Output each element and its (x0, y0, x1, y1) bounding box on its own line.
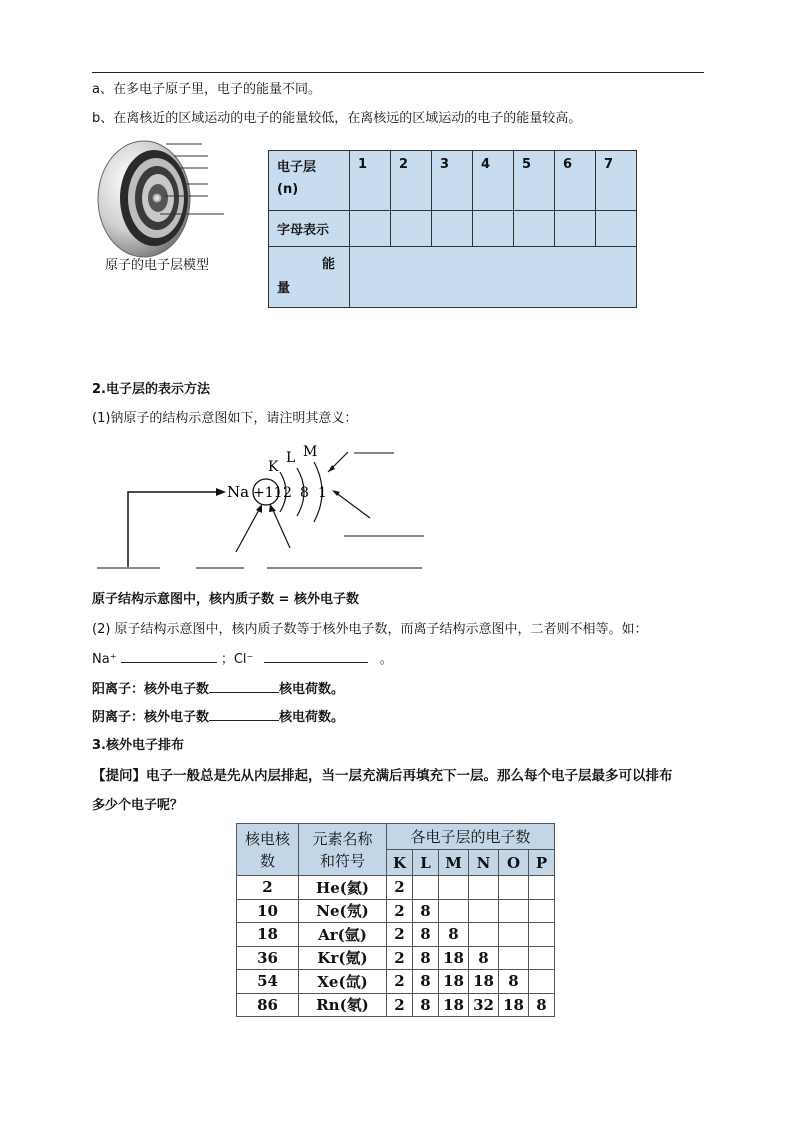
layer-cell: 2 (391, 151, 432, 211)
shell-count-cell (439, 876, 469, 900)
shell-l-label: L (286, 450, 296, 466)
electron-layer-energy-table (268, 150, 637, 308)
na-ion-blank[interactable] (121, 650, 217, 663)
atomic-number-cell: 10 (237, 899, 299, 923)
shell-count-cell (529, 970, 555, 994)
section2-q1: (1)钠原子的结构示意图如下，请注明其意义： (92, 411, 358, 426)
cl-ion-label: ；Cl⁻ (220, 652, 254, 667)
shell-count-cell (529, 876, 555, 900)
shell-m-label: M (303, 444, 318, 460)
shell-count-cell (469, 876, 499, 900)
section2-q2: (2) 原子结构示意图中，核内质子数等于核外电子数，而离子结构示意图中，二者则不相等。如： (92, 622, 648, 637)
electron-distribution-table (236, 823, 555, 1017)
shell-header: P (529, 850, 555, 876)
header-shell-group: 各电子层的电子数 (387, 824, 555, 850)
row-header-layer: 电子层 (n) (269, 151, 350, 211)
letter-cell[interactable] (432, 211, 473, 247)
element-name-cell: Rn(氡) (299, 993, 387, 1017)
shell-count-cell: 8 (469, 946, 499, 970)
letter-cell[interactable] (555, 211, 596, 247)
element-symbol: Na (227, 483, 250, 501)
shell-count-cell: 2 (387, 899, 413, 923)
shell-count-cell: 32 (469, 993, 499, 1017)
shell-count-cell: 8 (499, 970, 529, 994)
sodium-atom-diagram (92, 440, 432, 575)
layer-cell: 5 (514, 151, 555, 211)
shell-count-cell (499, 946, 529, 970)
shell-l-count: 8 (300, 485, 309, 501)
element-name-cell: Kr(氪) (299, 946, 387, 970)
header-element: 元素名称 和符号 (299, 824, 387, 876)
cation-line: 阳离子：核外电子数 核电荷数。 (92, 682, 345, 697)
nucleus-charge: +11 (253, 485, 283, 501)
layer-cell: 4 (473, 151, 514, 211)
shell-count-cell (439, 899, 469, 923)
anion-line: 阴离子：核外电子数 核电荷数。 (92, 710, 345, 725)
shell-header: L (413, 850, 439, 876)
table-row (237, 993, 555, 1017)
table-row (237, 970, 555, 994)
cl-ion-blank[interactable] (264, 650, 368, 663)
layer-cell: 3 (432, 151, 473, 211)
anion-blank[interactable] (209, 708, 279, 721)
proton-electron-statement: 原子结构示意图中，核内质子数 = 核外电子数 (92, 592, 359, 607)
row-header-energy: 能 量 (269, 247, 350, 308)
top-rule (92, 72, 704, 73)
table-row (237, 899, 555, 923)
shell-count-cell (499, 876, 529, 900)
atomic-number-cell: 2 (237, 876, 299, 900)
shell-count-cell: 18 (439, 993, 469, 1017)
shell-count-cell (529, 899, 555, 923)
section3-title: 3.核外电子排布 (92, 738, 184, 753)
section2-title: 2.电子层的表示方法 (92, 382, 210, 397)
shell-count-cell: 8 (413, 993, 439, 1017)
shell-count-cell (499, 899, 529, 923)
shell-count-cell: 18 (469, 970, 499, 994)
shell-count-cell: 8 (413, 899, 439, 923)
atomic-number-cell: 86 (237, 993, 299, 1017)
layer-cell: 1 (350, 151, 391, 211)
shell-header: K (387, 850, 413, 876)
atomic-number-cell: 18 (237, 923, 299, 947)
shell-count-cell: 2 (387, 923, 413, 947)
shell-count-cell: 18 (499, 993, 529, 1017)
element-name-cell: He(氦) (299, 876, 387, 900)
shell-count-cell (499, 923, 529, 947)
shell-count-cell: 8 (413, 946, 439, 970)
table-row (237, 923, 555, 947)
energy-cell[interactable] (350, 247, 637, 308)
letter-cell[interactable] (514, 211, 555, 247)
table-row (237, 946, 555, 970)
shell-count-cell: 2 (387, 970, 413, 994)
shell-header: M (439, 850, 469, 876)
shell-count-cell: 8 (439, 923, 469, 947)
element-name-cell: Xe(氙) (299, 970, 387, 994)
table-row (237, 876, 555, 900)
atomic-number-cell: 36 (237, 946, 299, 970)
atomic-number-cell: 54 (237, 970, 299, 994)
row-header-letter: 字母表示 (269, 211, 350, 247)
cation-blank[interactable] (209, 680, 279, 693)
letter-cell[interactable] (473, 211, 514, 247)
shell-count-cell (469, 899, 499, 923)
line-b: b、在离核近的区域运动的电子的能量较低，在离核远的区域运动的电子的能量较高。 (92, 111, 582, 126)
atom-layer-model-figure (94, 134, 234, 274)
element-name-cell: Ne(氖) (299, 899, 387, 923)
period: 。 (379, 652, 393, 667)
shell-count-cell: 2 (387, 946, 413, 970)
line-a: a、在多电子原子里，电子的能量不同。 (92, 82, 321, 97)
shell-count-cell: 18 (439, 946, 469, 970)
model-caption: 原子的电子层模型 (105, 258, 210, 273)
question-line-2: 多少个电子呢？ (92, 798, 184, 813)
shell-count-cell (529, 923, 555, 947)
shell-count-cell: 8 (413, 923, 439, 947)
layer-cell: 6 (555, 151, 596, 211)
letter-cell[interactable] (350, 211, 391, 247)
shell-count-cell: 18 (439, 970, 469, 994)
shell-count-cell (529, 946, 555, 970)
shell-count-cell (469, 923, 499, 947)
letter-cell[interactable] (391, 211, 432, 247)
shell-header: O (499, 850, 529, 876)
header-z: 核电核 数 (237, 824, 299, 876)
shell-k-label: K (268, 459, 279, 475)
shell-k-count: 2 (283, 485, 292, 501)
shell-count-cell: 2 (387, 876, 413, 900)
layer-cell: 7 (596, 151, 637, 211)
shell-count-cell: 8 (529, 993, 555, 1017)
shell-header: N (469, 850, 499, 876)
ion-examples-line (92, 648, 393, 667)
shell-count-cell: 2 (387, 993, 413, 1017)
letter-cell[interactable] (596, 211, 637, 247)
question-line-1: 【提问】电子一般总是先从内层排起，当一层充满后再填充下一层。那么每个电子层最多可以排布 (92, 768, 673, 784)
shell-count-cell (413, 876, 439, 900)
na-ion-label: Na⁺ (92, 652, 117, 667)
element-name-cell: Ar(氩) (299, 923, 387, 947)
shell-count-cell: 8 (413, 970, 439, 994)
shell-m-count: 1 (318, 485, 327, 501)
